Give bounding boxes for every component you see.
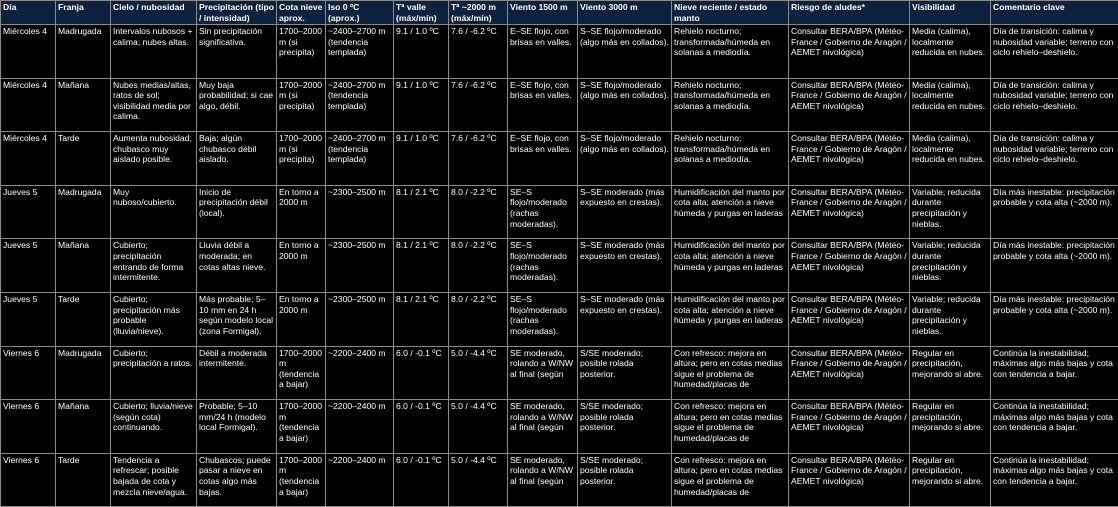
- header-dia: Día: [1, 1, 56, 25]
- cell-cielo: Intervalos nubosos + calima; nubes altas.: [111, 25, 197, 79]
- cell-viento-1500: E–SE flojo, con brisas en valles.: [508, 132, 578, 186]
- cell-franja: Mañana: [56, 239, 111, 293]
- cell-iso0: ~2400–2700 m (tendencia templada): [326, 132, 394, 186]
- cell-precipitacion: Más probable; 5–10 mm en 24 h según modelo local (zona Formigal).: [197, 292, 277, 346]
- cell-temp-2000: 8.0 / -2.2 ºC: [449, 239, 508, 293]
- cell-cota-nieve: En torno a 2000 m: [277, 292, 326, 346]
- cell-visibilidad: Variable; reducida durante precipitación y nieblas.: [910, 239, 991, 293]
- cell-franja: Mañana: [56, 400, 111, 454]
- table-row: [1, 185, 1118, 239]
- cell-viento-1500: SE moderado, rolando a W/NW al final (según: [508, 400, 578, 454]
- cell-franja: Madrugada: [56, 25, 111, 79]
- cell-temp-2000: 8.0 / -2.2 ºC: [449, 185, 508, 239]
- table-body: [1, 25, 1118, 507]
- cell-dia: Miércoles 4: [1, 78, 56, 132]
- cell-precipitacion: Probable; 5–10 mm/24 h (modelo local Formigal).: [197, 400, 277, 454]
- header-temp-2000: Tª ~2000 m (máx/mín): [449, 1, 508, 25]
- cell-viento-3000: S/SE moderado; posible rolada posterior.: [578, 346, 672, 400]
- cell-iso0: ~2200–2400 m: [326, 453, 394, 507]
- cell-cielo: Nubes medias/altas, ratos de sol; visibilidad media por calima.: [111, 78, 197, 132]
- header-precipitacion: Precipitación (tipo / intensidad): [197, 1, 277, 25]
- cell-visibilidad: Regular en precipitación, mejorando si abre.: [910, 453, 991, 507]
- header-comentario: Comentario clave: [991, 1, 1118, 25]
- cell-franja: Mañana: [56, 78, 111, 132]
- cell-temp-valle: 6.0 / -0.1 ºC: [394, 400, 449, 454]
- cell-cielo: Cubierto; precipitación más probable (lluvia/nieve).: [111, 292, 197, 346]
- cell-visibilidad: Variable; reducida durante precipitación y nieblas.: [910, 292, 991, 346]
- cell-viento-3000: S/SE moderado; posible rolada posterior.: [578, 400, 672, 454]
- cell-precipitacion: Débil a moderada intermitente.: [197, 346, 277, 400]
- cell-temp-valle: 9.1 / 1.0 ºC: [394, 25, 449, 79]
- cell-visibilidad: Regular en precipitación, mejorando si abre.: [910, 346, 991, 400]
- cell-iso0: ~2200–2400 m: [326, 346, 394, 400]
- cell-temp-2000: 5.0 / -4.4 ºC: [449, 400, 508, 454]
- cell-viento-1500: E–SE flojo, con brisas en valles.: [508, 25, 578, 79]
- header-nieve-manto: Nieve reciente / estado manto: [672, 1, 789, 25]
- cell-temp-valle: 9.1 / 1.0 ºC: [394, 132, 449, 186]
- header-visibilidad: Visibilidad: [910, 1, 991, 25]
- cell-comentario: Día de transición: calima y nubosidad variable; terreno con ciclo rehielo–deshielo.: [991, 78, 1118, 132]
- cell-viento-3000: S–SE flojo/moderado (algo más en collados).: [578, 132, 672, 186]
- cell-nieve-manto: Humidificación del manto por cota alta; atención a nieve húmeda y purgas en laderas: [672, 239, 789, 293]
- cell-franja: Madrugada: [56, 346, 111, 400]
- cell-nieve-manto: Humidificación del manto por cota alta; atención a nieve húmeda y purgas en laderas: [672, 185, 789, 239]
- cell-cota-nieve: 1700–2000 m (si precipita): [277, 25, 326, 79]
- header-cielo: Cielo / nubosidad: [111, 1, 197, 25]
- cell-cielo: Aumenta nubosidad; chubasco muy aislado posible.: [111, 132, 197, 186]
- cell-viento-3000: S–SE moderado (más expuesto en crestas).: [578, 292, 672, 346]
- cell-riesgo-aludes: Consultar BERA/BPA (Météo-France / Gobierno de Aragón / AEMET nivológica): [789, 25, 910, 79]
- cell-riesgo-aludes: Consultar BERA/BPA (Météo-France / Gobierno de Aragón / AEMET nivológica): [789, 78, 910, 132]
- cell-cielo: Muy nuboso/cubierto.: [111, 185, 197, 239]
- cell-dia: Jueves 5: [1, 292, 56, 346]
- header-row: [1, 1, 1118, 25]
- cell-dia: Miércoles 4: [1, 132, 56, 186]
- cell-dia: Viernes 6: [1, 453, 56, 507]
- cell-comentario: Día de transición: calima y nubosidad variable; terreno con ciclo rehielo–deshielo.: [991, 25, 1118, 79]
- cell-viento-3000: S–SE flojo/moderado (algo más en collados).: [578, 25, 672, 79]
- cell-iso0: ~2300–2500 m: [326, 185, 394, 239]
- cell-nieve-manto: Con refresco: mejora en altura; pero en cotas medias sigue el problema de humedad/placas de: [672, 453, 789, 507]
- cell-comentario: Continúa la inestabilidad; máximas algo más bajas y cota con tendencia a bajar.: [991, 453, 1118, 507]
- cell-temp-2000: 5.0 / -4.4 ºC: [449, 453, 508, 507]
- cell-iso0: ~2200–2400 m: [326, 400, 394, 454]
- header-franja: Franja: [56, 1, 111, 25]
- cell-viento-3000: S–SE flojo/moderado (algo más en collados).: [578, 78, 672, 132]
- cell-nieve-manto: Con refresco: mejora en altura; pero en cotas medias sigue el problema de humedad/placas de: [672, 400, 789, 454]
- cell-cielo: Tendencia a refrescar; posible bajada de cota y mezcla nieve/agua.: [111, 453, 197, 507]
- table-row: [1, 292, 1118, 346]
- cell-cota-nieve: 1700–2000 m (tendencia a bajar): [277, 453, 326, 507]
- cell-iso0: ~2400–2700 m (tendencia templada): [326, 25, 394, 79]
- cell-comentario: Continúa la inestabilidad; máximas algo más bajas y cota con tendencia a bajar.: [991, 400, 1118, 454]
- cell-cota-nieve: En torno a 2000 m: [277, 239, 326, 293]
- cell-temp-2000: 7.6 / -6.2 ºC: [449, 25, 508, 79]
- cell-temp-2000: 5.0 / -4.4 ºC: [449, 346, 508, 400]
- cell-temp-valle: 8.1 / 2.1 ºC: [394, 292, 449, 346]
- cell-nieve-manto: Rehielo nocturno; transformada/húmeda en solanas a mediodía.: [672, 78, 789, 132]
- cell-viento-3000: S–SE moderado (más expuesto en crestas).: [578, 185, 672, 239]
- cell-nieve-manto: Con refresco: mejora en altura; pero en cotas medias sigue el problema de humedad/placas de: [672, 346, 789, 400]
- cell-comentario: Día más inestable: precipitación probable y cota alta (~2000 m).: [991, 239, 1118, 293]
- cell-viento-1500: SE–S flojo/moderado (rachas moderadas).: [508, 185, 578, 239]
- cell-nieve-manto: Rehielo nocturno; transformada/húmeda en solanas a mediodía.: [672, 25, 789, 79]
- cell-franja: Tarde: [56, 292, 111, 346]
- table-row: [1, 132, 1118, 186]
- header-temp-valle: Tª valle (máx/mín): [394, 1, 449, 25]
- cell-temp-2000: 7.6 / -6.2 ºC: [449, 78, 508, 132]
- cell-comentario: Continúa la inestabilidad; máximas algo más bajas y cota con tendencia a bajar.: [991, 346, 1118, 400]
- cell-temp-valle: 8.1 / 2.1 ºC: [394, 185, 449, 239]
- cell-temp-valle: 6.0 / -0.1 ºC: [394, 453, 449, 507]
- cell-precipitacion: Chubascos; puede pasar a nieve en cotas algo más bajas.: [197, 453, 277, 507]
- cell-viento-1500: SE–S flojo/moderado (rachas moderadas).: [508, 239, 578, 293]
- table-row: [1, 453, 1118, 507]
- cell-viento-3000: S–SE moderado (más expuesto en crestas).: [578, 239, 672, 293]
- cell-temp-valle: 6.0 / -0.1 ºC: [394, 346, 449, 400]
- cell-franja: Tarde: [56, 132, 111, 186]
- cell-temp-valle: 9.1 / 1.0 ºC: [394, 78, 449, 132]
- table-row: [1, 400, 1118, 454]
- cell-visibilidad: Media (calima), localmente reducida en nubes.: [910, 25, 991, 79]
- cell-comentario: Día más inestable: precipitación probable y cota alta (~2000 m).: [991, 185, 1118, 239]
- cell-temp-2000: 7.6 / -6.2 ºC: [449, 132, 508, 186]
- cell-visibilidad: Variable; reducida durante precipitación y nieblas.: [910, 185, 991, 239]
- cell-iso0: ~2300–2500 m: [326, 292, 394, 346]
- cell-dia: Viernes 6: [1, 346, 56, 400]
- cell-precipitacion: Lluvia débil a moderada; en cotas altas nieve.: [197, 239, 277, 293]
- header-iso0: Iso 0 ºC (aprox.): [326, 1, 394, 25]
- cell-dia: Jueves 5: [1, 239, 56, 293]
- cell-riesgo-aludes: Consultar BERA/BPA (Météo-France / Gobierno de Aragón / AEMET nivológica): [789, 239, 910, 293]
- cell-iso0: ~2400–2700 m (tendencia templada): [326, 78, 394, 132]
- cell-nieve-manto: Humidificación del manto por cota alta; atención a nieve húmeda y purgas en laderas: [672, 292, 789, 346]
- cell-nieve-manto: Rehielo nocturno; transformada/húmeda en solanas a mediodía.: [672, 132, 789, 186]
- table-row: [1, 78, 1118, 132]
- table-row: [1, 25, 1118, 79]
- cell-precipitacion: Muy baja probabilidad; si cae algo, débil.: [197, 78, 277, 132]
- cell-viento-1500: SE moderado, rolando a W/NW al final (según: [508, 453, 578, 507]
- cell-precipitacion: Baja; algún chubasco débil aislado.: [197, 132, 277, 186]
- cell-cota-nieve: En torno a 2000 m: [277, 185, 326, 239]
- cell-cielo: Cubierto; lluvia/nieve (según cota) continuando.: [111, 400, 197, 454]
- header-viento-1500: Viento 1500 m: [508, 1, 578, 25]
- cell-visibilidad: Media (calima), localmente reducida en nubes.: [910, 78, 991, 132]
- cell-cielo: Cubierto; precipitación entrando de forma intermitente.: [111, 239, 197, 293]
- cell-temp-2000: 8.0 / -2.2 ºC: [449, 292, 508, 346]
- cell-dia: Miércoles 4: [1, 25, 56, 79]
- cell-franja: Madrugada: [56, 185, 111, 239]
- cell-riesgo-aludes: Consultar BERA/BPA (Météo-France / Gobierno de Aragón / AEMET nivológica): [789, 346, 910, 400]
- cell-cota-nieve: 1700–2000 m (tendencia a bajar): [277, 346, 326, 400]
- cell-cota-nieve: 1700–2000 m (si precipita): [277, 132, 326, 186]
- cell-cota-nieve: 1700–2000 m (tendencia a bajar): [277, 400, 326, 454]
- cell-iso0: ~2300–2500 m: [326, 239, 394, 293]
- header-cota-nieve: Cota nieve aprox.: [277, 1, 326, 25]
- cell-riesgo-aludes: Consultar BERA/BPA (Météo-France / Gobierno de Aragón / AEMET nivológica): [789, 132, 910, 186]
- cell-riesgo-aludes: Consultar BERA/BPA (Météo-France / Gobierno de Aragón / AEMET nivológica): [789, 292, 910, 346]
- cell-dia: Viernes 6: [1, 400, 56, 454]
- header-riesgo-aludes: Riesgo de aludes*: [789, 1, 910, 25]
- cell-viento-1500: SE moderado, rolando a W/NW al final (según: [508, 346, 578, 400]
- cell-visibilidad: Regular en precipitación, mejorando si abre.: [910, 400, 991, 454]
- cell-precipitacion: Inicio de precipitación débil (local).: [197, 185, 277, 239]
- cell-comentario: Día de transición: calima y nubosidad variable; terreno con ciclo rehielo–deshielo.: [991, 132, 1118, 186]
- header-viento-3000: Viento 3000 m: [578, 1, 672, 25]
- table-row: [1, 239, 1118, 293]
- cell-temp-valle: 8.1 / 2.1 ºC: [394, 239, 449, 293]
- cell-viento-3000: S/SE moderado; posible rolada posterior.: [578, 453, 672, 507]
- cell-franja: Tarde: [56, 453, 111, 507]
- cell-precipitacion: Sin precipitación significativa.: [197, 25, 277, 79]
- cell-riesgo-aludes: Consultar BERA/BPA (Météo-France / Gobierno de Aragón / AEMET nivológica): [789, 400, 910, 454]
- cell-riesgo-aludes: Consultar BERA/BPA (Météo-France / Gobierno de Aragón / AEMET nivológica): [789, 453, 910, 507]
- table-row: [1, 346, 1118, 400]
- cell-riesgo-aludes: Consultar BERA/BPA (Météo-France / Gobierno de Aragón / AEMET nivológica): [789, 185, 910, 239]
- cell-cota-nieve: 1700–2000 m (si precipita): [277, 78, 326, 132]
- cell-visibilidad: Media (calima), localmente reducida en nubes.: [910, 132, 991, 186]
- cell-viento-1500: SE–S flojo/moderado (rachas moderadas).: [508, 292, 578, 346]
- cell-cielo: Cubierto; precipitación a ratos.: [111, 346, 197, 400]
- cell-dia: Jueves 5: [1, 185, 56, 239]
- cell-viento-1500: E–SE flojo, con brisas en valles.: [508, 78, 578, 132]
- cell-comentario: Día más inestable: precipitación probable y cota alta (~2000 m).: [991, 292, 1118, 346]
